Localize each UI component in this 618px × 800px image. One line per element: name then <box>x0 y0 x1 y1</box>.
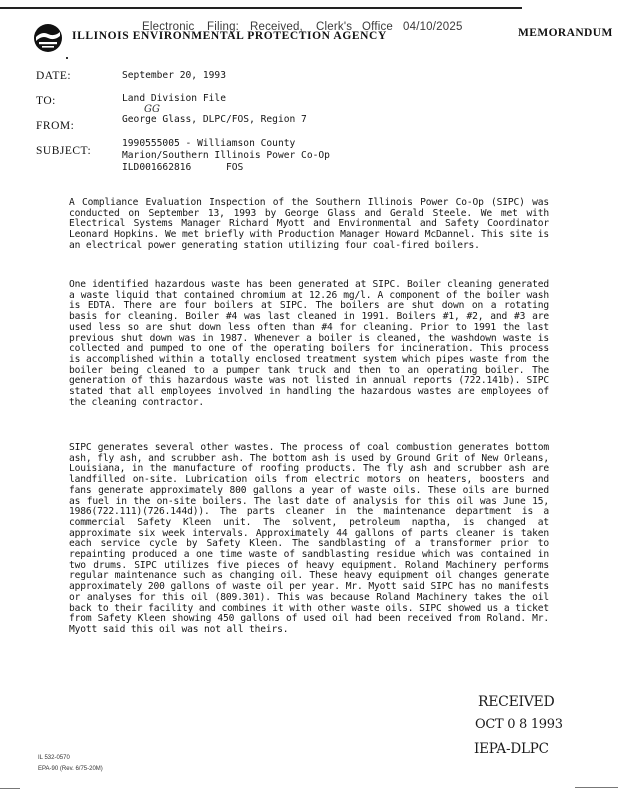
to-value: Land Division File <box>122 93 226 104</box>
to-label: TO: <box>36 95 56 107</box>
from-label: FROM: <box>36 120 75 132</box>
agency-name: ILLINOIS ENVIRONMENTAL PROTECTION AGENCY <box>72 30 387 42</box>
received-stamp-date: OCT 0 8 1993 <box>475 717 563 732</box>
date-label: DATE: <box>36 70 72 82</box>
filing-electronic: Electronic <box>142 21 195 33</box>
form-revision: EPA-90 (Rev. 6/75-20M) <box>38 766 103 772</box>
filing-received: Received, <box>250 21 303 33</box>
stray-mark <box>66 57 68 59</box>
received-stamp-office: IEPA-DLPC <box>474 741 549 757</box>
date-value: September 20, 1993 <box>122 70 226 81</box>
subject-line: ILD001662816 FOS <box>122 162 244 173</box>
filing-clerks: Clerk's <box>316 21 353 33</box>
handwritten-initials: GG <box>144 104 160 115</box>
body-paragraph-3: SIPC generates several other wastes. The process of coal combustion generates bottom ash, fly ash, and scrubber ash. The bottom ash is used by Ground Grit of New Orleans, Louisiana, in the manufacture of roofing products. The fly ash and scrubber ash are landfilled on-site. Lubrication oils from electric motors on heaters, boosters and fans generate approximately 800 gallons a year of waste oils. These oils are burned as fuel in the on-site boilers. The last date of analysis for this oil was June 15, 1986(722.111)(726.144d)). The parts cleaner in the maintenance department is a commercial Safety Kleen unit. The solvent, petroleum naptha, is changed at approximate six week intervals. Approximately 44 gallons of parts cleaner is taken each service cycle by Safety Kleen. The sandblasting of a transformer prior to repainting produced a one time waste of sandblasting residue which was contained in two drums. SIPC utilizes five pieces of heavy equipment. Roland Machinery performs regular maintenance such as changing oil. These heavy equipment oil changes generate approximately 200 gallons of waste oil per year. Mr. Myott said SIPC has no manifests or analyses for this oil (809.301). This was because Roland Machinery takes the oil back to their facility and combines it with other waste oils. SIPC showed us a ticket from Safety Kleen showing 450 gallons of used oil had been received from Roland. Mr. Myott said this oil was not all theirs. <box>69 442 549 635</box>
top-rule <box>0 7 522 9</box>
memorandum-title: MEMORANDUM <box>518 27 613 39</box>
body-paragraph-1: A Compliance Evaluation Inspection of the Southern Illinois Power Co-Op (SIPC) was conducted on September 13, 1993 by George Glass and Gerald Steele. We met with Electrical Systems Manager Richard Myott and Environmental and Safety Coordinator Leonard Hopkins. We met briefly with Production Manager Howard McDannel. This site is an electrical power generating station utilizing four coal-fired boilers. <box>69 197 549 251</box>
body-paragraph-2: One identified hazardous waste has been generated at SIPC. Boiler cleaning generated a waste liquid that contained chromium at 12.26 mg/l. A component of the boiler wash is EDTA. There are four boilers at SIPC. The boilers are shut down on a rotating basis for cleaning. Boiler #4 was last cleaned in 1991. Boilers #1, #2, and #3 are used less so are shut down less often than #4 for cleaning. Prior to 1991 the last previous shut down was in 1987. Whenever a boiler is cleaned, the washdown waste is collected and pumped to one of the operating boilers for incineration. This process is accomplished within a totally enclosed treatment system which pipes waste from the boiler being cleaned to a pumper tank truck and then to an operating boiler. The generation of this hazardous waste was not listed in annual reports (722.141b). SIPC stated that all employees involved in handling the hazardous wastes are employees of the cleaning contractor. <box>69 279 549 408</box>
filing-office: Office <box>362 21 394 33</box>
from-value: George Glass, DLPC/FOS, Region 7 <box>122 114 307 125</box>
subject-line: 1990555005 - Williamson County <box>122 138 296 149</box>
subject-label: SUBJECT: <box>36 145 92 157</box>
filing-date: 04/10/2025 <box>403 21 463 33</box>
iepa-logo-icon <box>33 23 63 53</box>
bottom-edge-mark <box>0 788 20 789</box>
bottom-edge-mark <box>575 787 618 788</box>
filing-label: Filing: <box>207 21 240 33</box>
received-stamp-title: RECEIVED <box>478 694 555 710</box>
form-code: IL 532-0570 <box>38 755 70 761</box>
subject-line: Marion/Southern Illinois Power Co-Op <box>122 150 330 161</box>
